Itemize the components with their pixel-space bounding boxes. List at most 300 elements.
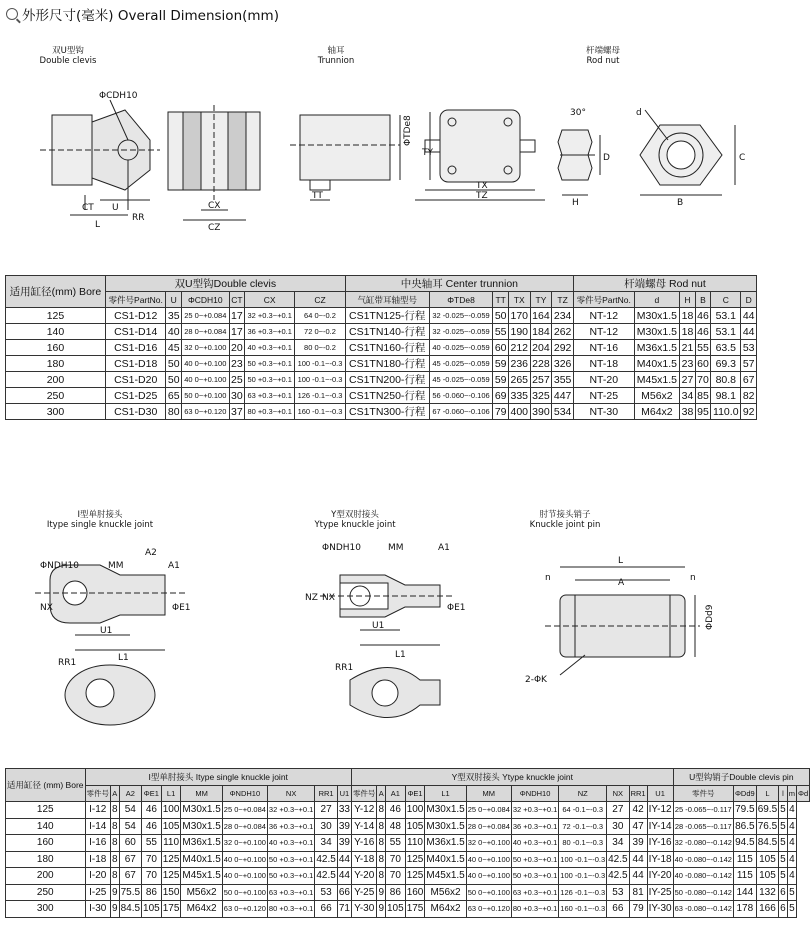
dim-l1-i: L1 [118, 653, 129, 663]
column-header: ΦE1 [142, 785, 162, 802]
table-cell: 8 [111, 802, 120, 819]
column-header: L1 [425, 785, 466, 802]
table-cell: 25 0~+0.084 [222, 802, 267, 819]
table-cell: 84.5 [756, 835, 778, 852]
dim-c: C [739, 153, 746, 163]
table-cell: 4 [787, 818, 796, 835]
table-cell: 400 [508, 404, 530, 420]
table-cell: 28 0~+0.084 [466, 818, 511, 835]
table-cell: 100 [161, 802, 181, 819]
table-cell: 236 [508, 356, 530, 372]
table-cell: 105 [161, 818, 181, 835]
dim-d: d [636, 108, 642, 118]
table-cell: I-12 [85, 802, 111, 819]
table-cell: I-25 [85, 884, 111, 901]
table-cell: 115 [733, 868, 756, 885]
table-cell: 9 [377, 901, 386, 918]
column-header: 零件号 [673, 785, 733, 802]
table-cell: 335 [508, 388, 530, 404]
table-cell: 18 [681, 309, 694, 322]
table-cell: 8 [377, 802, 386, 819]
bore-header: 适用缸径(mm) Bore [6, 276, 106, 308]
table-cell: Y-25 [351, 884, 377, 901]
table-cell: 25 0~+0.084 [466, 802, 511, 819]
dim-l-pin: L [618, 556, 624, 566]
table-cell: 390 [530, 404, 552, 420]
table-cell: 66 [337, 884, 351, 901]
table-cell: 66 [607, 901, 629, 918]
table-cell: NT-30 [573, 404, 634, 420]
table-cell: 100 -0.1~-0.3 [559, 868, 607, 885]
table-cell: 63 0~+0.120 [466, 901, 511, 918]
table-cell: 55 [697, 341, 709, 354]
table-cell: 37 [231, 405, 243, 418]
table-cell: 45 -0.025~-0.059 [429, 372, 493, 388]
table-cell: Y-16 [351, 835, 377, 852]
page-header [6, 4, 279, 24]
table-cell: 300 [6, 901, 86, 918]
table-cell: 190 [508, 324, 530, 340]
table-cell: 105 [756, 868, 778, 885]
fig-itype-label: I型单肘接头 Itype single knuckle joint [46, 510, 154, 530]
table-row [6, 324, 757, 340]
table-cell: 69.5 [756, 802, 778, 819]
table-row [6, 372, 757, 388]
table-cell: 175 [405, 901, 425, 918]
table-cell: 8 [377, 868, 386, 885]
table-cell: 105 [756, 851, 778, 868]
fig-double-clevis-label: 双U型钩 Double clevis [39, 46, 97, 66]
table-cell: 47 [629, 818, 647, 835]
column-header: 零件号PartNo. [573, 292, 634, 308]
dim-ndh10-i: ΦNDH10 [40, 561, 79, 571]
table-cell: 50 [494, 309, 507, 322]
table-cell: 325 [530, 388, 552, 404]
column-header: D [741, 292, 757, 308]
table-cell: 44 [742, 325, 755, 338]
table-cell: 42.5 [315, 868, 337, 885]
table-cell: 160 -0.1~-0.3 [295, 404, 346, 420]
table-cell: 175 [161, 901, 181, 918]
table-cell: 4 [787, 868, 796, 885]
table-cell: 40 [167, 325, 180, 338]
table-cell: 125 [405, 851, 425, 868]
table-cell: 5 [779, 802, 788, 819]
dim-mm-y: MM [388, 543, 404, 553]
table-cell: 355 [552, 372, 574, 388]
trunnion-side-view [290, 115, 400, 200]
table-cell: 42.5 [607, 868, 629, 885]
table-cell: 79.5 [733, 802, 756, 819]
table-cell: 5 [779, 818, 788, 835]
table-cell: 30 [231, 389, 243, 402]
table-cell: 32 +0.3~+0.1 [511, 802, 558, 819]
table-cell: 115 [733, 851, 756, 868]
magnifier-icon [6, 8, 18, 20]
table-cell: 46 [697, 325, 709, 338]
table-cell: 125 [6, 308, 106, 324]
rod-nut-front-view [640, 110, 735, 195]
table-cell: 8 [111, 835, 120, 852]
dim-cz: CZ [208, 223, 221, 233]
table-row [6, 308, 757, 324]
table-cell: M30x1.5 [634, 308, 680, 324]
table-cell: 21 [681, 341, 694, 354]
table-cell: 59 [494, 373, 507, 386]
bottom-drawings [0, 535, 765, 760]
table-cell: 150 [161, 884, 181, 901]
table-cell: 234 [552, 308, 574, 324]
table-cell: 125 [161, 868, 181, 885]
table-cell: 36 +0.3~+0.1 [245, 324, 295, 340]
table-cell: 17 [231, 309, 243, 322]
group-itype: I型单肘接头 Itype single knuckle joint [85, 769, 351, 786]
table-cell: 17 [231, 325, 243, 338]
table-cell: 23 [231, 357, 243, 370]
column-header: RR1 [629, 785, 647, 802]
table-cell: 100 [405, 802, 425, 819]
table-cell: 30 [607, 818, 629, 835]
table-cell: 66 [315, 901, 337, 918]
table-cell: 44 [337, 851, 351, 868]
table-cell: 105 [142, 901, 162, 918]
table-cell: M36x1.5 [425, 835, 466, 852]
dim-a-pin: A [618, 578, 625, 588]
table-cell: 50 -0.080~-0.142 [673, 884, 733, 901]
table-cell: M30x1.5 [634, 324, 680, 340]
table-cell: 44 [629, 851, 647, 868]
table-cell: 105 [405, 818, 425, 835]
table-cell: I-14 [85, 818, 111, 835]
table-cell: 70 [386, 851, 406, 868]
column-header: A [111, 785, 120, 802]
table-cell: 55 [386, 835, 406, 852]
table-cell: 144 [733, 884, 756, 901]
table-cell: 40 0~+0.100 [222, 851, 267, 868]
table-cell: 32 0~+0.100 [466, 835, 511, 852]
table-cell: 265 [508, 372, 530, 388]
table-cell: 5 [779, 868, 788, 885]
table-cell: M30x1.5 [181, 818, 222, 835]
table-cell: 69.3 [711, 356, 741, 372]
column-header: C [711, 292, 741, 308]
table-cell: 9 [377, 884, 386, 901]
table-cell: 45 -0.025~-0.059 [429, 356, 493, 372]
table-cell: CS1-D18 [105, 356, 166, 372]
table-cell: 18 [681, 325, 694, 338]
column-header: Φd [796, 785, 809, 802]
table-cell: 27 [315, 802, 337, 819]
column-header: 气缸带耳轴型号 [345, 292, 429, 308]
column-header: ΦTDe8 [429, 292, 493, 308]
table-cell: 56 -0.060~-0.106 [429, 388, 493, 404]
table-cell: 54 [119, 818, 141, 835]
table-cell: M40x1.5 [425, 851, 466, 868]
table-cell: 50 [167, 373, 180, 386]
table-cell: NT-25 [573, 388, 634, 404]
table-cell: 86 [142, 884, 162, 901]
table-cell: 204 [530, 340, 552, 356]
table-cell: 32 +0.3~+0.1 [267, 802, 314, 819]
column-header: ΦCDH10 [181, 292, 229, 308]
table-cell: 40 0~+0.100 [466, 851, 511, 868]
table-cell: IY-30 [647, 901, 673, 918]
table-cell: 36 +0.3~+0.1 [267, 818, 314, 835]
dim-nx-y: NX [322, 593, 335, 603]
column-header: MM [181, 785, 222, 802]
table-cell: Y-18 [351, 851, 377, 868]
table-cell: 125 [6, 802, 86, 819]
ytype-joint-view [320, 575, 455, 718]
dim-angle: 30° [570, 108, 586, 118]
table-cell: 60 [494, 341, 507, 354]
table-cell: 40 +0.3~+0.1 [245, 340, 295, 356]
table-cell: 110 [161, 835, 181, 852]
table-cell: 92 [742, 405, 755, 418]
table-cell: 160 [6, 340, 106, 356]
fig-trunnion-label: 轴耳 Trunnion [317, 46, 355, 66]
table-cell: I-18 [85, 851, 111, 868]
table-cell: 8 [377, 851, 386, 868]
table-cell: M56x2 [425, 884, 466, 901]
table-cell: 50 +0.3~+0.1 [511, 851, 558, 868]
table-cell: 160 [6, 835, 86, 852]
table-cell: 178 [733, 901, 756, 918]
column-header: TY [530, 292, 552, 308]
table-cell: 100 -0.1~-0.3 [559, 851, 607, 868]
table-cell: M40x1.5 [181, 851, 222, 868]
column-header: RR1 [315, 785, 337, 802]
table-cell: CS1-D12 [105, 308, 166, 324]
table-cell: Y-14 [351, 818, 377, 835]
table-cell: 160 -0.1~-0.3 [559, 901, 607, 918]
table-cell: 34 [607, 835, 629, 852]
table-row [6, 851, 810, 868]
table-cell: 50 0~+0.100 [466, 884, 511, 901]
table-cell: 46 [142, 802, 162, 819]
table-cell: 184 [530, 324, 552, 340]
table-cell: 125 [405, 868, 425, 885]
dim-b: B [677, 198, 684, 208]
dim-cx: CX [208, 201, 221, 211]
table-cell: M45x1.5 [425, 868, 466, 885]
table-cell: 326 [552, 356, 574, 372]
table-cell: 35 [167, 309, 180, 322]
column-header: A [377, 785, 386, 802]
table-row [6, 868, 810, 885]
table-cell: NT-12 [573, 324, 634, 340]
dim-dd9: ΦDd9 [705, 604, 715, 630]
table-cell: 42.5 [607, 851, 629, 868]
table-cell: 8 [111, 851, 120, 868]
column-header: U1 [337, 785, 351, 802]
table-cell: CS1TN300-行程 [345, 404, 429, 420]
table-cell: NT-16 [573, 340, 634, 356]
table-cell: Y-20 [351, 868, 377, 885]
double-clevis-side-view [40, 100, 160, 215]
table-cell: M64x2 [425, 901, 466, 918]
dim-nx-i: NX [40, 603, 53, 613]
table-cell: 5 [779, 835, 788, 852]
table-cell: 63 -0.080~-0.142 [673, 901, 733, 918]
table-cell: 250 [6, 388, 106, 404]
table-cell: 72 -0.1~-0.3 [559, 818, 607, 835]
table-cell: 212 [508, 340, 530, 356]
table-cell: 44 [337, 868, 351, 885]
table-cell: 50 +0.3~+0.1 [511, 868, 558, 885]
column-header: L [756, 785, 778, 802]
table-cell: M64x2 [634, 404, 680, 420]
dim-tt: TT [312, 191, 323, 201]
dimension-table-bottom [5, 768, 810, 918]
table-cell: 20 [231, 341, 243, 354]
table-cell: 50 +0.3~+0.1 [245, 356, 295, 372]
table-cell: 27 [681, 373, 694, 386]
table-row [6, 802, 810, 819]
table-cell: 65 [167, 389, 180, 402]
dim-l: L [95, 220, 101, 230]
table-cell: M30x1.5 [425, 818, 466, 835]
table-cell: 76.5 [756, 818, 778, 835]
table-cell: 125 [161, 851, 181, 868]
table-cell: 50 +0.3~+0.1 [267, 868, 314, 885]
column-header: ΦE1 [405, 785, 425, 802]
table-cell: 32 0~+0.100 [222, 835, 267, 852]
table-cell: 110 [405, 835, 425, 852]
column-header: CT [229, 292, 245, 308]
group-rod-nut: 杆端螺母 Rod nut [573, 276, 756, 292]
column-header: ΦNDH10 [222, 785, 267, 802]
column-header: L1 [161, 785, 181, 802]
table-cell: 39 [629, 835, 647, 852]
table-cell: 30 [315, 818, 337, 835]
table-row [6, 818, 810, 835]
column-header: U1 [647, 785, 673, 802]
dim-ty: TY [422, 148, 433, 158]
table-cell: 9 [111, 901, 120, 918]
column-header: H [680, 292, 696, 308]
table-cell: 46 [386, 802, 406, 819]
table-cell: 55 [142, 835, 162, 852]
column-header: 零件号 [351, 785, 377, 802]
table-cell: 75.5 [119, 884, 141, 901]
column-header: l [779, 785, 788, 802]
table-cell: 80 [167, 405, 180, 418]
table-cell: M45x1.5 [634, 372, 680, 388]
table-cell: 57 [742, 357, 755, 370]
table-cell: 8 [111, 818, 120, 835]
table-cell: M40x1.5 [634, 356, 680, 372]
group-pin: U型钩销子Double clevis pin [673, 769, 810, 786]
dim-u: U [112, 203, 119, 213]
table-cell: 86 [386, 884, 406, 901]
table-cell: I-30 [85, 901, 111, 918]
table-cell: M45x1.5 [181, 868, 222, 885]
column-header: A1 [386, 785, 406, 802]
table-cell: 44 [742, 309, 755, 322]
table-cell: 28 0~+0.084 [181, 324, 229, 340]
table-cell: CS1TN200-行程 [345, 372, 429, 388]
group-ytype: Y型双肘接头 Ytype knuckle joint [351, 769, 673, 786]
table-cell: 53.1 [711, 308, 741, 324]
dim-a2-i: A2 [145, 548, 157, 558]
table-cell: 228 [530, 356, 552, 372]
table-cell: 45 [167, 341, 180, 354]
table-cell: CS1TN180-行程 [345, 356, 429, 372]
table-cell: 82 [742, 389, 755, 402]
table-row [6, 388, 757, 404]
table-cell: 79 [494, 405, 507, 418]
table-cell: 71 [337, 901, 351, 918]
table-cell: 64 0~-0.2 [295, 308, 346, 324]
table-cell: 180 [6, 356, 106, 372]
table-cell: IY-18 [647, 851, 673, 868]
table-cell: 40 0~+0.100 [222, 868, 267, 885]
dim-ndh10-y: ΦNDH10 [322, 543, 361, 553]
dimension-table-top [5, 275, 757, 420]
table-cell: 80 0~-0.2 [295, 340, 346, 356]
table-cell: IY-20 [647, 868, 673, 885]
dim-u1-y: U1 [372, 621, 385, 631]
fig-rod-nut-label: 杆端螺母 Rod nut [585, 46, 620, 66]
table-cell: Y-12 [351, 802, 377, 819]
table-cell: 38 [681, 405, 694, 418]
table-cell: I-20 [85, 868, 111, 885]
table-cell: 8 [111, 868, 120, 885]
table-cell: 534 [552, 404, 574, 420]
table-cell: 84.5 [119, 901, 141, 918]
table-cell: CS1-D14 [105, 324, 166, 340]
table-cell: 42.5 [315, 851, 337, 868]
table-cell: 200 [6, 372, 106, 388]
table-cell: 25 0~+0.084 [181, 308, 229, 324]
table-cell: CS1-D30 [105, 404, 166, 420]
table-cell: 63 +0.3~+0.1 [267, 884, 314, 901]
table-row [6, 356, 757, 372]
table-cell: 42 [629, 802, 647, 819]
table-cell: 39 [337, 818, 351, 835]
table-cell: Y-30 [351, 901, 377, 918]
table-cell: 300 [6, 404, 106, 420]
dim-a1-y: A1 [438, 543, 450, 553]
table-cell: 44 [629, 868, 647, 885]
table-cell: CS1-D25 [105, 388, 166, 404]
table-cell: 110.0 [711, 404, 741, 420]
table-cell: 63 0~+0.120 [181, 404, 229, 420]
table-cell: 40 -0.080~-0.142 [673, 851, 733, 868]
table-cell: 40 -0.025~-0.059 [429, 340, 493, 356]
table-cell: 32 -0.025~-0.059 [429, 308, 493, 324]
table-cell: 32 -0.025~-0.059 [429, 324, 493, 340]
table-cell: 447 [552, 388, 574, 404]
table-cell: 70 [386, 868, 406, 885]
table-cell: 63 +0.3~+0.1 [245, 388, 295, 404]
column-header: NX [607, 785, 629, 802]
table-row [6, 404, 757, 420]
table-cell: 70 [142, 868, 162, 885]
table-cell: 100 -0.1~-0.3 [295, 372, 346, 388]
column-header: B [695, 292, 711, 308]
column-header: 零件号PartNo. [105, 292, 166, 308]
table-cell: 32 +0.3~+0.1 [245, 308, 295, 324]
dim-a1-i: A1 [168, 561, 180, 571]
table-cell: 63 +0.3~+0.1 [511, 884, 558, 901]
table-cell: 292 [552, 340, 574, 356]
table-cell: 50 +0.3~+0.1 [267, 851, 314, 868]
table-cell: CS1TN125-行程 [345, 308, 429, 324]
table-cell: CS1-D20 [105, 372, 166, 388]
table-cell: M56x2 [634, 388, 680, 404]
